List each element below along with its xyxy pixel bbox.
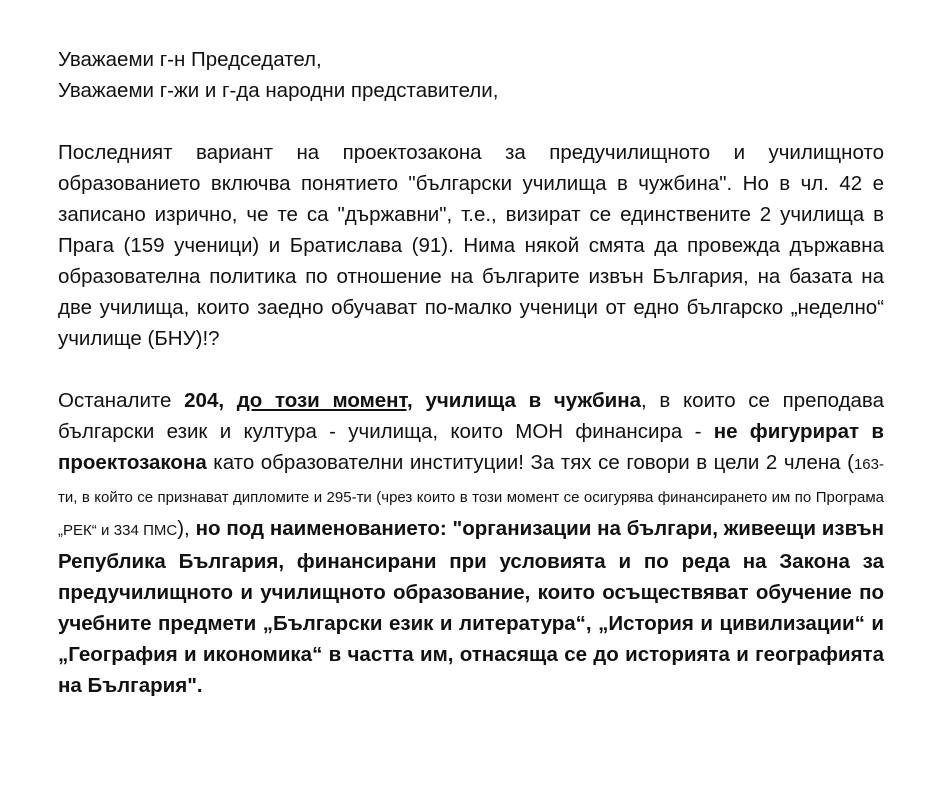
p2-close-paren: ),	[177, 517, 196, 540]
p2-until-now: до този момент,	[236, 389, 413, 412]
salutation-representatives: Уважаеми г-жи и г-да народни представители,	[58, 79, 499, 102]
paragraph-draft-law: Последният вариант на проектозакона за предучилищното и училищното образованието включва понятието "български училища в чужбина". Но в чл. 42 е записано изрично, че те са "държавни", т.е., визират се единствените 2 училища в Прага (159 ученици) и Братислава (91). Нима някой смята да провежда държавна образователна политика по отношение на българите извън България, на базата на две училища, които заедно обучават по-малко ученици от едно българско „неделно“ училище (БНУ)!?	[58, 141, 884, 350]
p2-space-1	[224, 389, 237, 412]
p2-intro: Останалите	[58, 389, 185, 412]
p2-space-2	[413, 389, 426, 412]
salutation-chairman: Уважаеми г-н Председател,	[58, 48, 322, 71]
p2-schools-abroad: училища в чужбина	[425, 389, 642, 412]
p2-institutions-text: като образователни институции! За тях се говори в цели 2 члена (	[206, 451, 854, 474]
p2-articles-note: 163-ти, в който се признават дипломите и 295-ти (чрез които в този момент се осигурява финансирането им по Програма „РЕК“ и 334 ПМС	[58, 456, 884, 539]
p2-definition-quote: но под наименованието: "организации на българи, живеещи извън Република България, финансирани при условията и по реда на Закона за предучилищното и училищното образование, които осъществяват обучение по учебните предмети „Български език и литература“, „История и цивилизации“ и „География и икономика“ в частта им, отнасяща се до историята и географията на България".	[58, 517, 884, 697]
document-page	[58, 44, 884, 701]
p2-funding-text: , в които се преподава български език и култура - училища, които МОН финансира -	[58, 389, 884, 443]
paragraph-remaining-schools	[58, 385, 884, 701]
p2-not-in-draft: не фигурират в проектозакона	[58, 420, 884, 474]
p2-school-count: 204,	[184, 389, 225, 412]
salutation	[58, 44, 884, 106]
